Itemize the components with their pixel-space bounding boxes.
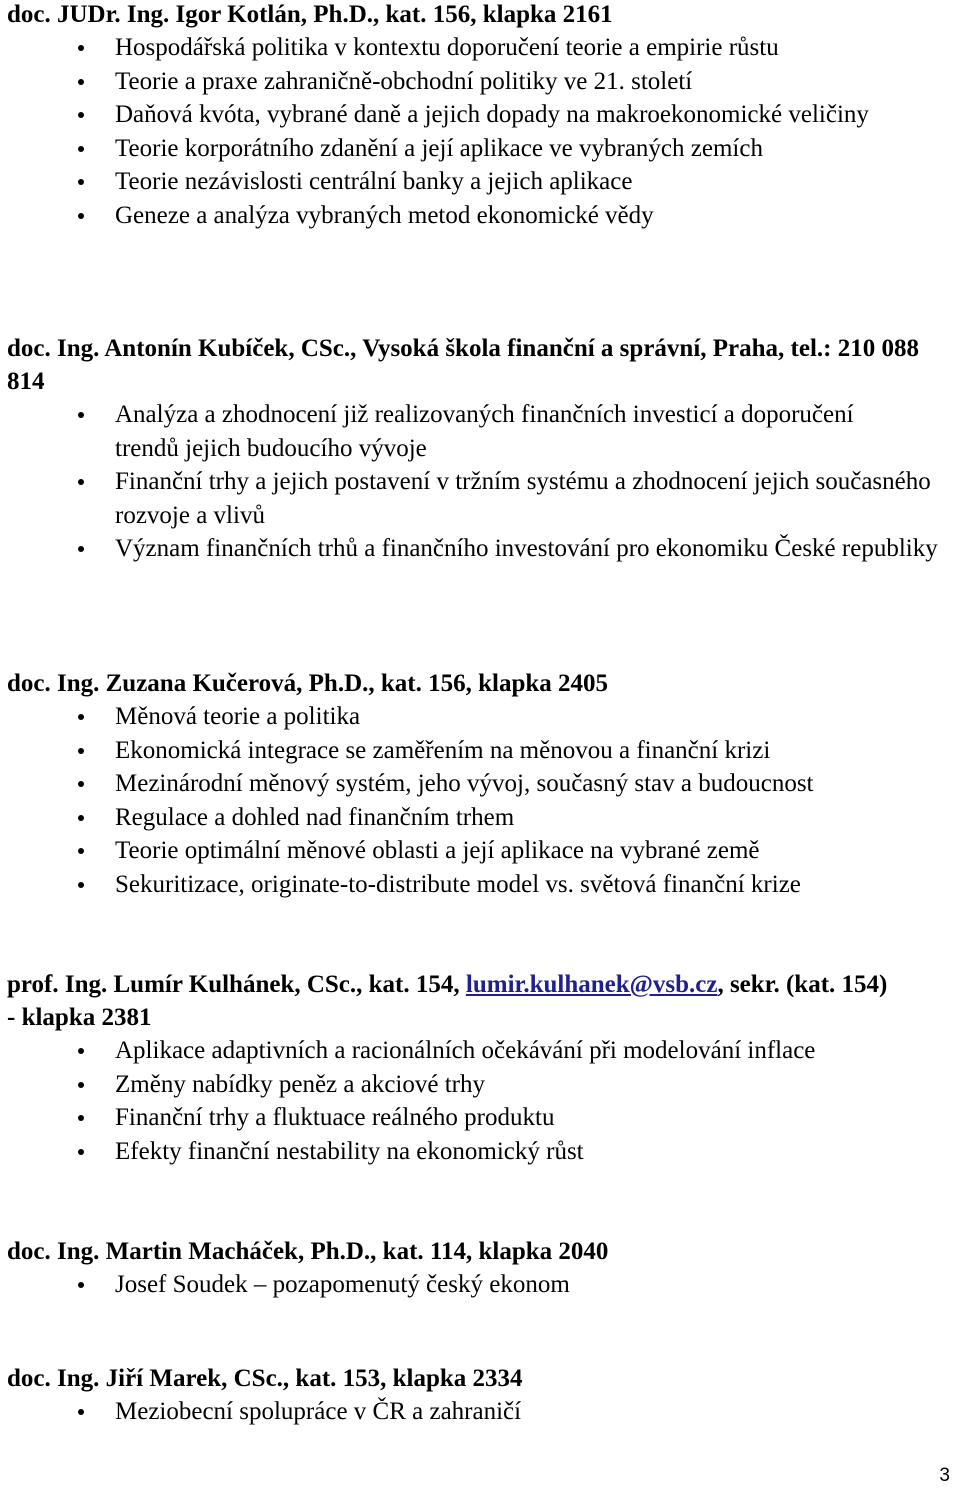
topic-item [7, 132, 957, 166]
bullet-icon [78, 213, 84, 219]
heading-text: , sekr. (kat. 154) - klapka 2381 [7, 971, 888, 1031]
supervisor-section-kotlan [7, 0, 957, 232]
bullet-icon [78, 179, 84, 185]
topic-text: Mezinárodní měnový systém, jeho vývoj, současný stav a budoucnost [115, 770, 814, 797]
topic-text: Význam finančních trhů a finančního investování pro ekonomiku České republiky [115, 535, 938, 562]
page-number: 3 [939, 1465, 950, 1486]
topic-list [7, 1395, 957, 1429]
bullet-icon [78, 479, 84, 485]
topic-text: Teorie nezávislosti centrální banky a jejich aplikace [115, 168, 633, 195]
topic-item [7, 1101, 957, 1135]
topic-item [7, 31, 957, 65]
bullet-icon [78, 1282, 84, 1288]
topic-text: Sekuritizace, originate-to-distribute model vs. světová finanční krize [115, 870, 801, 898]
topic-item [7, 1135, 957, 1169]
topic-item [7, 1068, 957, 1102]
topic-text: Teorie korporátního zdanění a její aplikace ve vybraných zemích [115, 134, 763, 162]
supervisor-heading: doc. Ing. Antonín Kubíček, CSc., Vysoká škola finanční a správní, Praha, tel.: 210 088 814 [7, 335, 919, 395]
supervisor-section-kubicek [7, 332, 957, 566]
topic-text: Finanční trhy a jejich postavení v tržním systému a zhodnocení jejich současného rozvoje a vlivů [115, 468, 931, 529]
supervisor-heading: doc. JUDr. Ing. Igor Kotlán, Ph.D., kat. 156, klapka 2161 [7, 1, 613, 28]
topic-item [7, 700, 957, 734]
topic-text: Teorie a praxe zahraničně-obchodní politiky ve 21. století [115, 67, 693, 95]
topic-item [7, 199, 957, 233]
topic-text: Josef Soudek – pozapomenutý český ekonom [115, 1271, 570, 1298]
supervisor-heading: doc. Ing. Jiří Marek, CSc., kat. 153, klapka 2334 [7, 1365, 523, 1392]
topic-text: Efekty finanční nestability na ekonomický růst [115, 1137, 584, 1165]
bullet-icon [78, 1048, 84, 1054]
topic-item [7, 465, 957, 532]
topic-list [7, 398, 957, 566]
supervisor-section-marek [7, 1362, 957, 1429]
supervisor-heading: doc. Ing. Martin Macháček, Ph.D., kat. 114, klapka 2040 [7, 1238, 609, 1265]
topic-text: Teorie optimální měnové oblasti a její aplikace na vybrané země [115, 837, 760, 864]
topic-text: Ekonomická integrace se zaměřením na měnovou a finanční krizi [115, 736, 771, 764]
topic-item [7, 734, 957, 768]
topic-item [7, 1034, 957, 1068]
bullet-icon [78, 1409, 84, 1415]
supervisor-heading [7, 968, 957, 1034]
topic-item [7, 1268, 957, 1302]
topic-text: Finanční trhy a fluktuace reálného produktu [115, 1104, 555, 1131]
topic-list [7, 1034, 957, 1168]
topic-item [7, 834, 957, 868]
supervisor-section-kulhanek [7, 968, 957, 1168]
bullet-icon [78, 714, 84, 720]
bullet-icon [78, 1149, 84, 1155]
bullet-icon [78, 112, 84, 118]
topic-text: Meziobecní spolupráce v ČR a zahraničí [115, 1398, 522, 1425]
bullet-icon [78, 546, 84, 552]
bullet-icon [78, 412, 84, 418]
bullet-icon [78, 781, 84, 787]
topic-item [7, 65, 957, 99]
topic-text: Aplikace adaptivních a racionálních očekávání při modelování inflace [115, 1037, 816, 1064]
topic-item [7, 801, 957, 835]
topic-item [7, 532, 957, 566]
supervisor-heading: doc. Ing. Zuzana Kučerová, Ph.D., kat. 156, klapka 2405 [7, 670, 609, 697]
bullet-icon [78, 1082, 84, 1088]
email-link[interactable]: lumir.kulhanek@vsb.cz [465, 971, 718, 998]
topic-item [7, 1395, 957, 1429]
topic-item [7, 398, 957, 465]
bullet-icon [78, 815, 84, 821]
bullet-icon [78, 146, 84, 152]
bullet-icon [78, 748, 84, 754]
bullet-icon [78, 1115, 84, 1121]
topic-text: Hospodářská politika v kontextu doporučení teorie a empirie růstu [115, 34, 779, 61]
topic-item [7, 165, 957, 199]
heading-text: prof. Ing. Lumír Kulhánek, CSc., kat. 154, [7, 971, 466, 998]
topic-list [7, 1268, 957, 1302]
bullet-icon [78, 79, 84, 85]
topic-item [7, 98, 957, 132]
topic-text: Daňová kvóta, vybrané daně a jejich dopady na makroekonomické veličiny [115, 101, 869, 128]
topic-text: Geneze a analýza vybraných metod ekonomické vědy [115, 201, 654, 229]
topic-text: Změny nabídky peněz a akciové trhy [115, 1070, 485, 1098]
bullet-icon [78, 882, 84, 888]
topic-item [7, 767, 957, 801]
topic-text: Regulace a dohled nad finančním trhem [115, 803, 515, 831]
supervisor-section-machacek [7, 1235, 957, 1302]
topic-text: Analýza a zhodnocení již realizovaných finančních investicí a doporučení trendů jejich budoucího vývoje [115, 401, 854, 462]
topic-list [7, 700, 957, 901]
bullet-icon [78, 848, 84, 854]
topic-text: Měnová teorie a politika [115, 703, 361, 730]
supervisor-section-kucerova [7, 667, 957, 901]
topic-item [7, 868, 957, 902]
bullet-icon [78, 45, 84, 51]
topic-list [7, 31, 957, 232]
